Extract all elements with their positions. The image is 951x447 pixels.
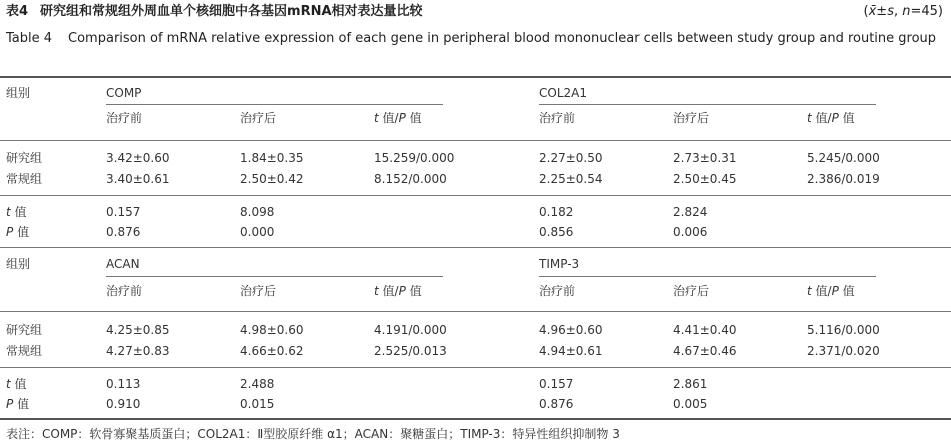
header-rule: [0, 311, 951, 312]
col-stat-left: t 值/P 值: [374, 284, 422, 298]
col-stat-left: t 值/P 值: [374, 111, 422, 125]
gene-header-comp: COMP: [106, 86, 142, 100]
group-header: 组别: [6, 86, 31, 100]
gene-header-col2a1: COL2A1: [539, 86, 587, 100]
group-rule: [0, 195, 951, 196]
table-caption-cn: 研究组和常规组外周血单个核细胞中各基因mRNA相对表达量比较: [40, 4, 423, 19]
col-before-right: 治疗前: [539, 284, 576, 298]
col-after-left: 治疗后: [240, 284, 277, 298]
gene-header-timp3: TIMP-3: [539, 257, 580, 271]
header-rule: [0, 140, 951, 141]
group-rule: [0, 367, 951, 368]
gene-underline-acan: [106, 276, 443, 277]
col-before-left: 治疗前: [106, 284, 143, 298]
col-after-left: 治疗后: [240, 111, 277, 125]
table-caption-en: Comparison of mRNA relative expression of each gene in peripheral blood mononuclear cells between study group and routine group: [68, 31, 937, 46]
table-number-cn: 表4: [6, 4, 29, 19]
group-header: 组别: [6, 257, 31, 271]
gene-underline-col2a1: [539, 104, 876, 105]
gene-header-acan: ACAN: [106, 257, 140, 271]
col-stat-right: t 值/P 值: [807, 284, 855, 298]
stat-notation: (x̄±s, n=45): [863, 4, 943, 19]
col-before-right: 治疗前: [539, 111, 576, 125]
gene-underline-timp3: [539, 276, 876, 277]
top-rule: [0, 76, 951, 78]
section-rule: [0, 247, 951, 248]
col-after-right: 治疗后: [673, 284, 710, 298]
gene-underline-comp: [106, 104, 443, 105]
col-stat-right: t 值/P 值: [807, 111, 855, 125]
table-note: 表注：COMP：软骨寡聚基质蛋白；COL2A1：Ⅱ型胶原纤维 α1；ACAN：聚糖蛋白；TIMP-3：特异性组织抑制物 3: [6, 427, 620, 441]
table-title-en: [6, 28, 946, 49]
col-before-left: 治疗前: [106, 111, 143, 125]
col-after-right: 治疗后: [673, 111, 710, 125]
table-title-cn: [6, 5, 423, 18]
table-number-en: Table 4: [6, 31, 53, 46]
bottom-rule: [0, 418, 951, 420]
